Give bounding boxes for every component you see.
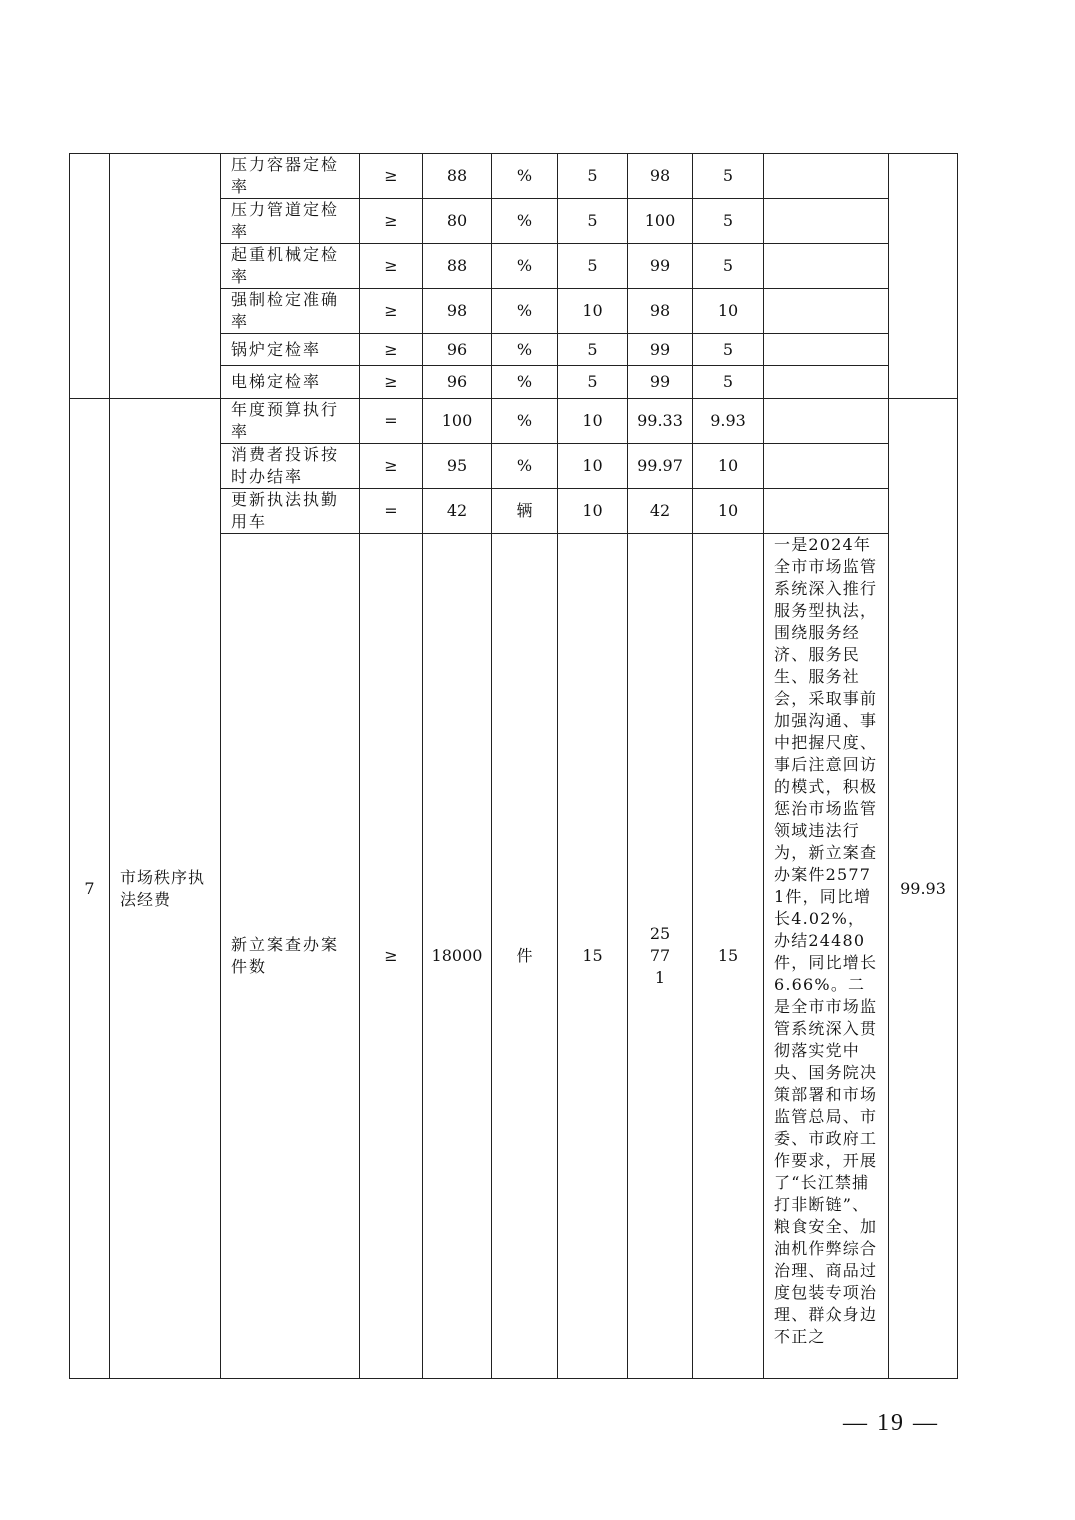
table-row <box>70 399 958 444</box>
target-cell: 96 <box>423 366 492 399</box>
weight-cell: 10 <box>558 489 628 534</box>
earned-cell: 9.93 <box>693 399 764 444</box>
target-cell: 80 <box>423 199 492 244</box>
unit-cell: % <box>492 366 558 399</box>
project-cell: 市场秩序执法经费 <box>110 399 221 1379</box>
operator-cell: = <box>360 489 423 534</box>
unit-cell: % <box>492 199 558 244</box>
operator-cell: ≥ <box>360 444 423 489</box>
weight-cell: 15 <box>558 534 628 1379</box>
indicator-cell: 新立案查办案件数 <box>221 534 360 1379</box>
weight-cell: 10 <box>558 444 628 489</box>
target-cell: 88 <box>423 244 492 289</box>
remark-cell <box>764 489 889 534</box>
actual-cell: 25771 <box>628 534 693 1379</box>
remark-cell <box>764 534 889 1379</box>
weight-cell: 5 <box>558 154 628 199</box>
remark-cell <box>764 289 889 334</box>
weight-cell: 5 <box>558 244 628 289</box>
earned-cell: 10 <box>693 444 764 489</box>
actual-cell: 42 <box>628 489 693 534</box>
actual-cell: 99 <box>628 366 693 399</box>
remark-cell <box>764 199 889 244</box>
remark-cell <box>764 244 889 289</box>
actual-cell: 99.33 <box>628 399 693 444</box>
project-cell <box>110 154 221 399</box>
remark-cell <box>764 366 889 399</box>
unit-cell: % <box>492 399 558 444</box>
remark-cell <box>764 334 889 366</box>
target-cell: 96 <box>423 334 492 366</box>
operator-cell: ≥ <box>360 334 423 366</box>
earned-cell: 15 <box>693 534 764 1379</box>
indicator-cell: 电梯定检率 <box>221 366 360 399</box>
indicator-cell: 压力容器定检率 <box>221 154 360 199</box>
weight-cell: 5 <box>558 334 628 366</box>
remark-cell <box>764 399 889 444</box>
earned-cell: 5 <box>693 366 764 399</box>
indicator-cell: 压力管道定检率 <box>221 199 360 244</box>
remark-cell <box>764 154 889 199</box>
weight-cell: 10 <box>558 399 628 444</box>
unit-cell: 辆 <box>492 489 558 534</box>
target-cell: 18000 <box>423 534 492 1379</box>
actual-cell: 100 <box>628 199 693 244</box>
target-cell: 100 <box>423 399 492 444</box>
indicator-cell: 年度预算执行率 <box>221 399 360 444</box>
operator-cell: ≥ <box>360 534 423 1379</box>
weight-cell: 5 <box>558 199 628 244</box>
weight-cell: 5 <box>558 366 628 399</box>
operator-cell: ≥ <box>360 199 423 244</box>
target-cell: 42 <box>423 489 492 534</box>
indicator-cell: 锅炉定检率 <box>221 334 360 366</box>
actual-cell: 98 <box>628 289 693 334</box>
target-cell: 88 <box>423 154 492 199</box>
earned-cell: 5 <box>693 244 764 289</box>
operator-cell: = <box>360 399 423 444</box>
operator-cell: ≥ <box>360 366 423 399</box>
unit-cell: % <box>492 154 558 199</box>
earned-cell: 10 <box>693 489 764 534</box>
remark-text: 一是2024年全市市场监管系统深入推行服务型执法，围绕服务经济、服务民生、服务社会，采取事前加强沟通、事中把握尺度、事后注意回访的模式，积极惩治市场监管领域违法行为，新立案查办案件25771件，同比增长4.02%，办结24480件，同比增长6.66%。二是全市市场监管系统深入贯彻落实党中央、国务院决策部署和市场监管总局、市委、市政府工作要求，开展了“长江禁捕打非断链”、粮食安全、加油机作弊综合治理、商品过度包装专项治理、群众身边不正之 <box>774 535 878 1346</box>
score-cell: 99.93 <box>889 399 958 1379</box>
operator-cell: ≥ <box>360 154 423 199</box>
operator-cell: ≥ <box>360 244 423 289</box>
actual-cell: 99.97 <box>628 444 693 489</box>
weight-cell: 10 <box>558 289 628 334</box>
score-cell <box>889 154 958 399</box>
indicator-cell: 更新执法执勤用车 <box>221 489 360 534</box>
unit-cell: % <box>492 289 558 334</box>
indicator-cell: 强制检定准确率 <box>221 289 360 334</box>
earned-cell: 10 <box>693 289 764 334</box>
earned-cell: 5 <box>693 154 764 199</box>
seq-cell: 7 <box>70 399 110 1379</box>
table-row <box>70 154 958 199</box>
earned-cell: 5 <box>693 334 764 366</box>
seq-cell <box>70 154 110 399</box>
indicator-cell: 消费者投诉按时办结率 <box>221 444 360 489</box>
operator-cell: ≥ <box>360 289 423 334</box>
remark-cell <box>764 444 889 489</box>
actual-cell: 98 <box>628 154 693 199</box>
target-cell: 95 <box>423 444 492 489</box>
target-cell: 98 <box>423 289 492 334</box>
earned-cell: 5 <box>693 199 764 244</box>
unit-cell: % <box>492 244 558 289</box>
unit-cell: % <box>492 334 558 366</box>
page-number: — 19 — <box>843 1410 939 1436</box>
actual-cell: 99 <box>628 244 693 289</box>
unit-cell: 件 <box>492 534 558 1379</box>
performance-table <box>69 153 958 1379</box>
unit-cell: % <box>492 444 558 489</box>
indicator-cell: 起重机械定检率 <box>221 244 360 289</box>
actual-cell: 99 <box>628 334 693 366</box>
